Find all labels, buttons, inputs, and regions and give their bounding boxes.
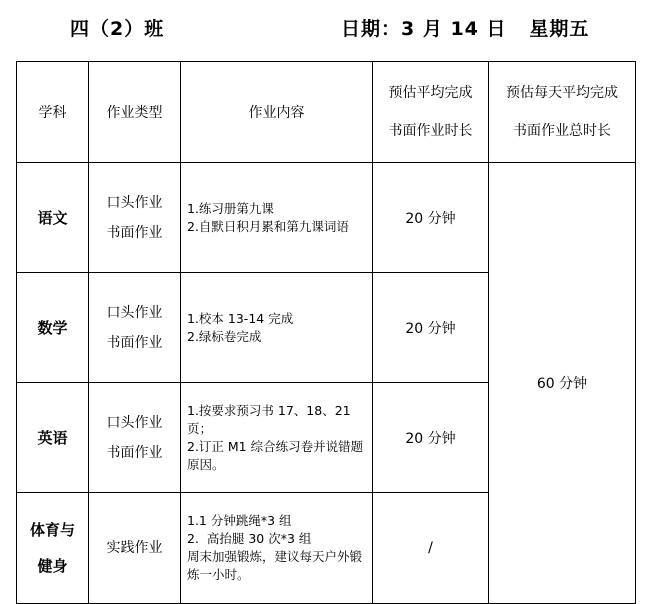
- type-cell: [89, 383, 181, 493]
- duration-cell: 20 分钟: [373, 163, 489, 273]
- duration-cell: /: [373, 493, 489, 604]
- subject-cell: 英语: [17, 383, 89, 493]
- duration-cell: 20 分钟: [373, 273, 489, 383]
- content-item: 1.校本 13-14 完成: [187, 310, 294, 326]
- subject-line: 体育与: [29, 521, 75, 539]
- table-header-row: [17, 62, 636, 163]
- type-oral: 口头作业: [106, 414, 163, 431]
- header-avg-time-line2: 书面作业时长: [388, 123, 473, 139]
- header-daily-total-line2: 书面作业总时长: [513, 123, 611, 139]
- content-item: 周末加强锻炼，建议每天户外锻炼一小时。: [187, 549, 363, 582]
- type-cell: [89, 273, 181, 383]
- header-daily-total: [489, 62, 636, 163]
- content-cell: [181, 493, 373, 604]
- content-item: 1.按要求预习书 17、18、21 页；: [187, 402, 351, 436]
- type-written: 书面作业: [106, 224, 163, 241]
- page-header: [0, 0, 648, 60]
- header-daily-total-line1: 预估每天平均完成: [506, 85, 618, 101]
- type-written: 书面作业: [106, 444, 163, 461]
- content-cell: [181, 273, 373, 383]
- content-item: 1.练习册第九课: [187, 200, 274, 216]
- header-content: 作业内容: [181, 62, 373, 163]
- content-item: 1.1 分钟跳绳*3 组: [187, 513, 292, 528]
- table-row: [17, 163, 636, 273]
- type-practice: 实践作业: [106, 540, 163, 556]
- content-cell: [181, 163, 373, 273]
- type-oral: 口头作业: [106, 304, 163, 321]
- content-item: 2.自默日积月累和第九课词语: [187, 218, 349, 234]
- duration-cell: 20 分钟: [373, 383, 489, 493]
- date-label: 日期：3 月 14 日 星期五: [341, 18, 590, 40]
- header-type: 作业类型: [89, 62, 181, 163]
- class-name: 四（2）班: [70, 18, 165, 40]
- type-cell: [89, 163, 181, 273]
- type-written: 书面作业: [106, 334, 163, 351]
- daily-total-cell: 60 分钟: [489, 163, 636, 604]
- header-avg-time: [373, 62, 489, 163]
- homework-table: [16, 61, 636, 604]
- header-avg-time-line1: 预估平均完成: [388, 85, 473, 101]
- header-subject: 学科: [17, 62, 89, 163]
- subject-cell: [17, 493, 89, 604]
- subject-cell: 数学: [17, 273, 89, 383]
- type-cell: [89, 493, 181, 604]
- subject-line: 健身: [37, 557, 68, 575]
- content-item: 2.绿标卷完成: [187, 328, 262, 344]
- type-oral: 口头作业: [106, 194, 163, 211]
- content-cell: [181, 383, 373, 493]
- content-item: 2.订正 M1 综合练习卷并说错题原因。: [187, 438, 364, 472]
- subject-cell: 语文: [17, 163, 89, 273]
- content-item: 2. 高抬腿 30 次*3 组: [187, 531, 312, 546]
